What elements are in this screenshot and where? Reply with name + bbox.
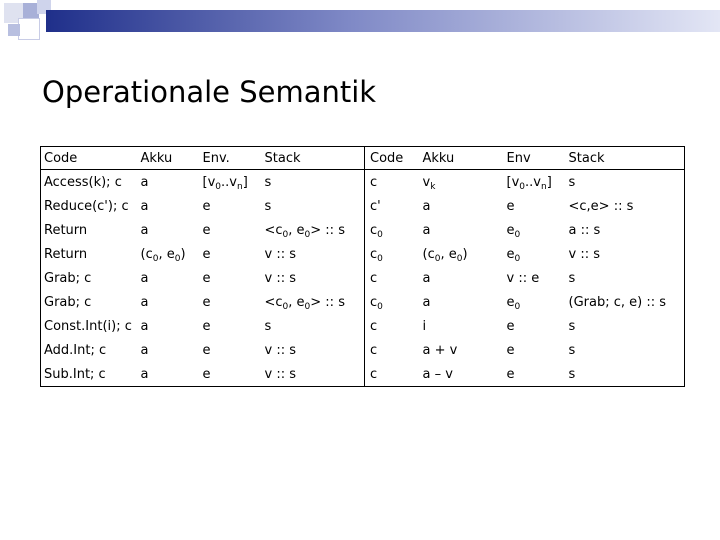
table-cell: $<c_0$, $e_0>$ :: s	[264, 294, 345, 312]
table-cell: a	[422, 294, 431, 310]
table-cell: a + v	[422, 342, 458, 358]
table-cell: a	[140, 222, 149, 238]
table-cell: a	[422, 222, 431, 238]
table-cell: v :: s	[262, 362, 365, 387]
table-cell: i	[422, 318, 427, 334]
table-cell: a	[140, 174, 149, 190]
table-row	[41, 362, 685, 387]
table-cell: v :: s	[566, 242, 685, 266]
table-row	[41, 194, 685, 218]
table-cell: s	[566, 314, 685, 338]
table-cell: e	[506, 318, 515, 334]
table-cell: $c_0$	[365, 290, 420, 314]
table-cell: e	[506, 198, 515, 214]
table-cell: a :: s	[566, 218, 685, 242]
table-cell: s	[264, 318, 272, 334]
table-cell: v :: s	[264, 270, 296, 286]
table-cell: e	[504, 362, 566, 387]
table-cell: Grab; c	[41, 290, 138, 314]
table-cell: (Grab; c, e) :: s	[566, 290, 685, 314]
table-cell: Const.Int(i); c	[41, 314, 138, 338]
table-cell: a	[138, 362, 200, 387]
semantics-table	[40, 146, 685, 387]
table-cell: s	[264, 198, 272, 214]
table-cell: e	[200, 362, 262, 387]
deco-square	[18, 18, 40, 40]
table-cell: ($c_0$, $e_0$)	[422, 246, 468, 264]
table-cell: Reduce(c'); c	[41, 194, 138, 218]
table-cell: e	[506, 342, 515, 358]
table-row	[41, 266, 685, 290]
table-cell: s	[264, 174, 272, 190]
table-cell: a	[140, 342, 149, 358]
table-cell: e	[202, 246, 211, 262]
deco-square	[8, 24, 20, 36]
table-cell: s	[566, 362, 685, 387]
header-cell: Akku	[420, 147, 504, 170]
table-cell: $<c_0$, $e_0>$ :: s	[264, 222, 345, 240]
table-cell: e	[202, 198, 211, 214]
table-row	[41, 170, 685, 195]
table-cell: Return	[41, 242, 138, 266]
table-row	[41, 314, 685, 338]
table-cell: <c,e> :: s	[566, 194, 685, 218]
table-header-row	[41, 147, 685, 170]
table-cell: c	[365, 362, 420, 387]
table-cell: $[v_0..v_n]$	[506, 174, 552, 192]
table-cell: Sub.Int; c	[41, 362, 138, 387]
table-row	[41, 338, 685, 362]
table-cell: $e_0$	[506, 222, 521, 240]
table-cell: e	[202, 294, 211, 310]
header-cell: Code	[41, 147, 138, 170]
table-cell: $v_k$	[422, 174, 436, 192]
table-cell: e	[202, 318, 211, 334]
table-cell: c'	[365, 194, 420, 218]
table-cell: $c_0$	[365, 218, 420, 242]
table-cell: a	[140, 270, 149, 286]
decorative-header-squares	[0, 0, 720, 50]
table-cell: e	[202, 222, 211, 238]
table-cell: c	[365, 266, 420, 290]
table-cell: Grab; c	[41, 266, 138, 290]
table-cell: a – v	[420, 362, 504, 387]
table-cell: s	[566, 266, 685, 290]
table-row	[41, 218, 685, 242]
table-row	[41, 290, 685, 314]
table-cell: v :: e	[506, 270, 540, 286]
table-cell: v :: s	[264, 246, 296, 262]
header-cell: Code	[365, 147, 420, 170]
table-cell: $e_0$	[506, 294, 521, 312]
table-cell: a	[422, 198, 431, 214]
header-cell: Env.	[200, 147, 262, 170]
table-cell: a	[140, 294, 149, 310]
table-cell: ($c_0$, $e_0$)	[140, 246, 186, 264]
page-title: Operationale Semantik	[42, 75, 377, 109]
table-cell: e	[202, 270, 211, 286]
header-cell: Stack	[566, 147, 685, 170]
table-cell: e	[202, 342, 211, 358]
table-cell: $c_0$	[365, 242, 420, 266]
table-cell: a	[140, 318, 149, 334]
table-cell: Add.Int; c	[41, 338, 138, 362]
table-cell: c	[365, 170, 420, 195]
header-cell: Stack	[262, 147, 365, 170]
table-cell: c	[365, 314, 420, 338]
table-cell: v :: s	[264, 342, 296, 358]
table-cell: Access(k); c	[41, 170, 138, 195]
table-cell: $e_0$	[506, 246, 521, 264]
table-cell: c	[365, 338, 420, 362]
table-cell: s	[566, 338, 685, 362]
header-cell: Akku	[138, 147, 200, 170]
table-cell: $[v_0..v_n]$	[202, 174, 248, 192]
table-row	[41, 242, 685, 266]
table-cell: a	[140, 198, 149, 214]
header-gradient-bar	[46, 10, 720, 32]
table-cell: a	[422, 270, 431, 286]
header-cell: Env	[504, 147, 566, 170]
table-cell: Return	[41, 218, 138, 242]
table-cell: s	[566, 170, 685, 195]
